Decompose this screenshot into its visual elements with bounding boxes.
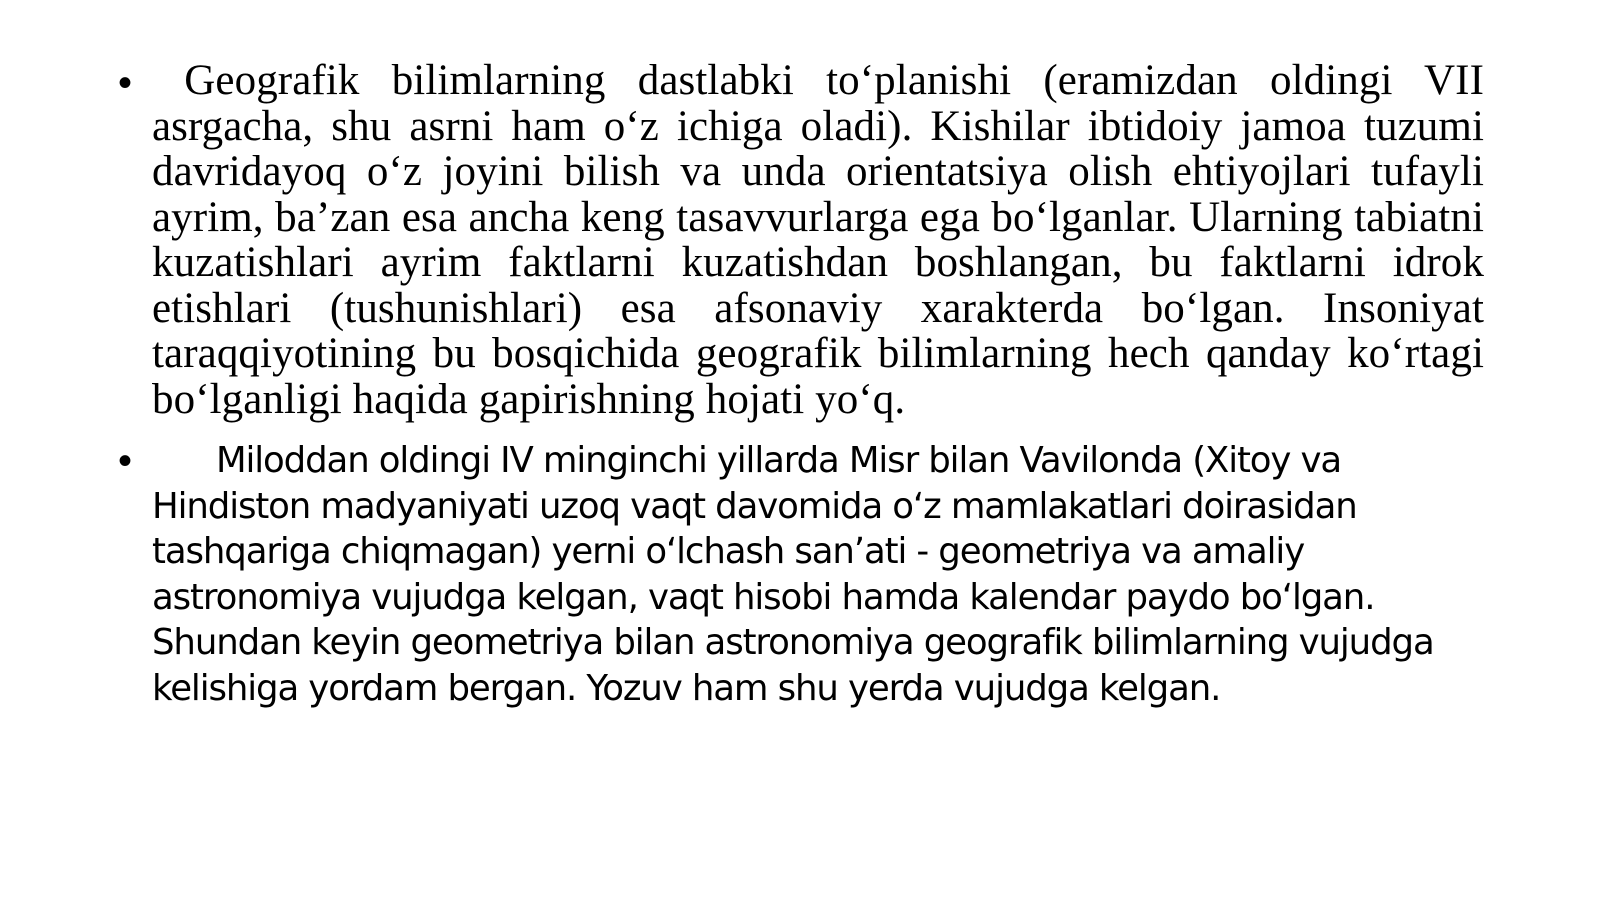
bullet-text-1: Geografik bilimlarning dastlabki to‘planishi (eramizdan oldingi VII asrgacha, shu asrni ham o‘z ichiga oladi). Kishilar ibtidoiy jamoa tuzumi davridayoq o‘z joyini bilish va unda orientatsiya olish ehtiyojlari tufayli ayrim, ba’zan esa ancha keng tasavvurlarga ega bo‘lganlar. Ularning tabiatni kuzatishlari ayrim faktlarni kuzatishdan boshlangan, bu faktlarni idrok etishlari (tushunishlari) esa afsonaviy xarakterda bo‘lgan. Insoniyat taraqqiyotining bu bosqichida geografik bilimlarning hech qanday ko‘rtagi bo‘lganligi haqida gapirishning hojati yo‘q. (152, 57, 1484, 423)
bullet-text-2: Miloddan oldingi IV minginchi yillarda Misr bilan Vavilonda (Xitoy va Hindiston madyaniyati uzoq vaqt davomida o‘z mamlakatlari doirasidan tashqariga chiqmagan) yerni o‘lchash san’ati - geometriya va amaliy astronomiya vujudga kelgan, vaqt hisobi hamda kalendar paydo bo‘lgan. Shundan keyin geometriya bilan astronomiya geografik bilimlarning vujudga kelishiga yordam bergan. Yozuv ham shu yerda vujudga kelgan. (152, 440, 1434, 709)
bullet-list (118, 58, 1484, 711)
bullet-item-2 (118, 438, 1484, 711)
bullet-marker: • (118, 61, 133, 105)
bullet-item-1 (118, 58, 1484, 422)
bullet-marker: • (118, 439, 133, 483)
